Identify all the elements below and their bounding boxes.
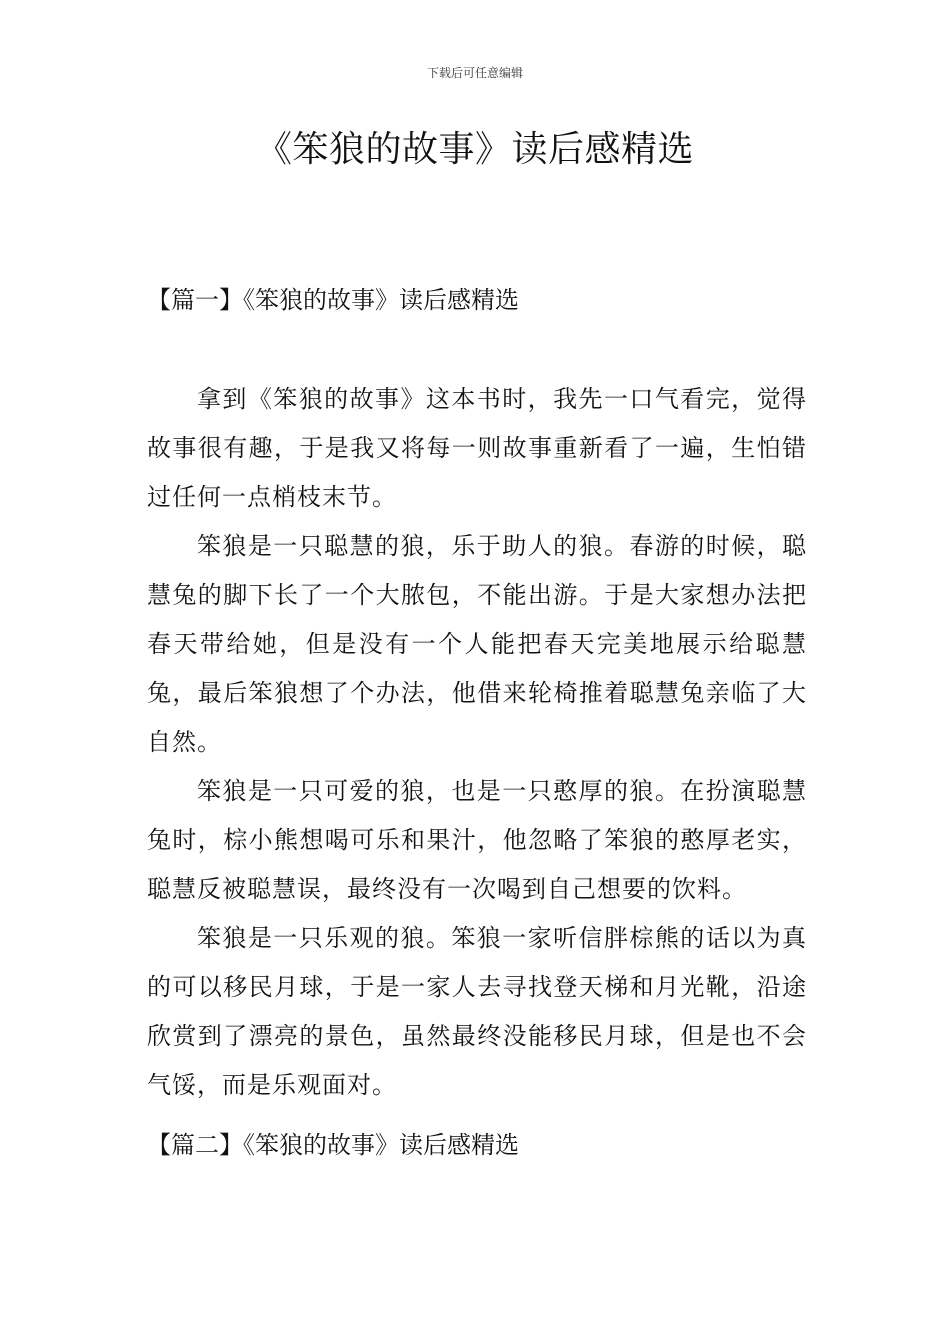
paragraph-4: 笨狼是一只乐观的狼。笨狼一家听信胖棕熊的话以为真的可以移民月球，于是一家人去寻找登天梯和月光靴，沿途欣赏到了漂亮的景色，虽然最终没能移民月球，但是也不会气馁，而是乐观面对。 (147, 924, 807, 1099)
section-heading-1: 【篇一】《笨狼的故事》读后感精选 (147, 286, 519, 314)
section-1-body (147, 375, 807, 1110)
page-header-note: 下载后可任意编辑 (426, 66, 523, 80)
paragraph-1: 拿到《笨狼的故事》这本书时，我先一口气看完，觉得故事很有趣，于是我又将每一则故事重新看了一遍，生怕错过任何一点梢枝末节。 (147, 385, 807, 511)
document-title: 《笨狼的故事》读后感精选 (255, 129, 694, 170)
paragraph-3: 笨狼是一只可爱的狼，也是一只憨厚的狼。在扮演聪慧兔时，棕小熊想喝可乐和果汁，他忽略了笨狼的憨厚老实，聪慧反被聪慧误，最终没有一次喝到自己想要的饮料。 (147, 777, 807, 903)
paragraph-2: 笨狼是一只聪慧的狼，乐于助人的狼。春游的时候，聪慧兔的脚下长了一个大脓包，不能出游。于是大家想办法把春天带给她，但是没有一个人能把春天完美地展示给聪慧兔，最后笨狼想了个办法，他借来轮椅推着聪慧兔亲临了大自然。 (147, 532, 807, 756)
section-heading-2: 【篇二】《笨狼的故事》读后感精选 (147, 1131, 519, 1159)
